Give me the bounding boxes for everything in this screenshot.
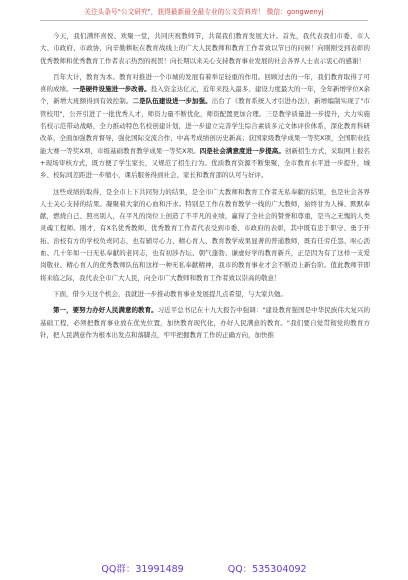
highlight-point-2: 二是队伍建设进一步加强。 [132,97,212,106]
paragraph-text: 投入资金达亿元，近年来投入最多、建设力度最大的一年，全年新增学位X余个，新增大班额得到有效控制。 [40,85,371,106]
footer-contacts [0,561,408,575]
section-heading-first: 第一，要努力办好人民满意的教育。 [53,306,158,315]
paragraph-greeting [40,30,370,67]
paragraph-text: 习近平总书记在十九大报告中强调："建设教育强国是中华民族伟大复兴的基础工程，必须把教育事业放在优先位置，加快教育现代化，办好人民满意的教育。"我们要自觉贯彻党的教育方针，把人民满意作为根本出发点和落脚点，牢牢把握教育工作的正确方向，加快推 [40,306,370,339]
paragraph-text: 出台了《教育系统人才引进办法》，新增编制实现了"市管校用"，公开引进了一批优秀人才，师资力量不断优化，师资配置更加合理。三是教学质量进一步提升，大力实施名校示范带动战略，全力推动特色名校创建计划，进一步建立完善学生综合素质多元文体评价体系，深化教育科研改革，全面加强教育督导，强化国际交流合作，中高考成绩创历史新高；获国家级教学成果一等奖X项，全国职业技能大赛一等奖X项，市级基础教育教学成果一等奖X项。 [40,97,371,155]
paragraph-text: 百年大计，教育为本。教育对推进一个市城的发展有着举足轻重的作用。回顾过去的一年，我们教育取得了可喜的成绩。 [40,72,370,94]
highlight-point-1: 一是硬件设施进一步改善。 [72,85,151,94]
paragraph-achievements [40,71,370,182]
document-body [40,30,370,345]
paragraph-text: 今天，我们满怀喜悦、欢聚一堂，共同庆祝教师节，共谋我们教育发展大计。首先，我代表我们市委、市人大、市政府、市政协，向辛勤耕耘在教育战线上的广大人民教师和教育工作者致以节日的问候！向刚刚受到表彰的优秀教师和优秀教育工作者表示热烈的祝贺！向长期以来关心支持教育事业发展的社会各界人士表示衷心的感谢！ [40,32,370,65]
header-divider [40,20,368,21]
highlight-point-4: 四是社会满意度进一步提高。 [199,146,285,155]
qq-contact: QQ：535304092 [227,564,307,575]
paragraph-first-hope [40,304,370,341]
header-notice: 关注头条号"公文研究"，获得最新最全最专业的公文资料库！ 微信：gongwenyj [84,8,324,16]
paragraph-text: 创新招生方式，采取网上报名+现场审核方式，既方便了学生家长，又规范了招生行为。优质教育资源不断集聚，全市教育水平进一步提升，城乡、校际间差距进一步缩小，课后服务得到社会、家长和教育部的认可与好评。 [40,146,371,180]
qq-group: QQ群：31991489 [101,564,184,575]
paragraph-acknowledgement [40,186,370,284]
paragraph-transition [40,288,370,300]
paragraph-text: 这些成绩的取得，是全市上下共同努力的结果，是全市广大教师和教育工作者无私奉献的结果，也是社会各界人士关心支持的结果。凝聚着大家的心血和汗水。特别是工作在教育教学一线的广大教师，始终甘为人梯、默默奉献，燃烧自己、照亮别人，在平凡的岗位上创造了不平凡的业绩，赢得了全社会的赞誉和尊重，是当之无愧的人类灵魂工程师。刚才，有X名优秀教师、优秀教育工作者代表受到市委、市政府的表彰，其中既有忠于职守、勇于开拓、治校有方的学校负责同志，也有辅尽心力、精心育人、教育教学成果显著的普通教师，既有任劳任怨、呕心沥血、几十年如一日无私奉献的老同志，也有初涉杏坛、朝气蓬勃、谦虚好学的教育新兵，正是因为有了这样一支爱岗敬业、精心育人的优秀教师队伍和这样一种无私奉献精神，我市的教育事业才会不断迈上新台阶。值此教师节即将来临之际，我代表全市广大人民，向全市广大教师和教育工作者致以崇高的敬意！ [40,187,370,282]
paragraph-text: 下面，借今天这个机会，我就进一步推动教育事业发展提几点希望，与大家共勉。 [53,289,287,298]
